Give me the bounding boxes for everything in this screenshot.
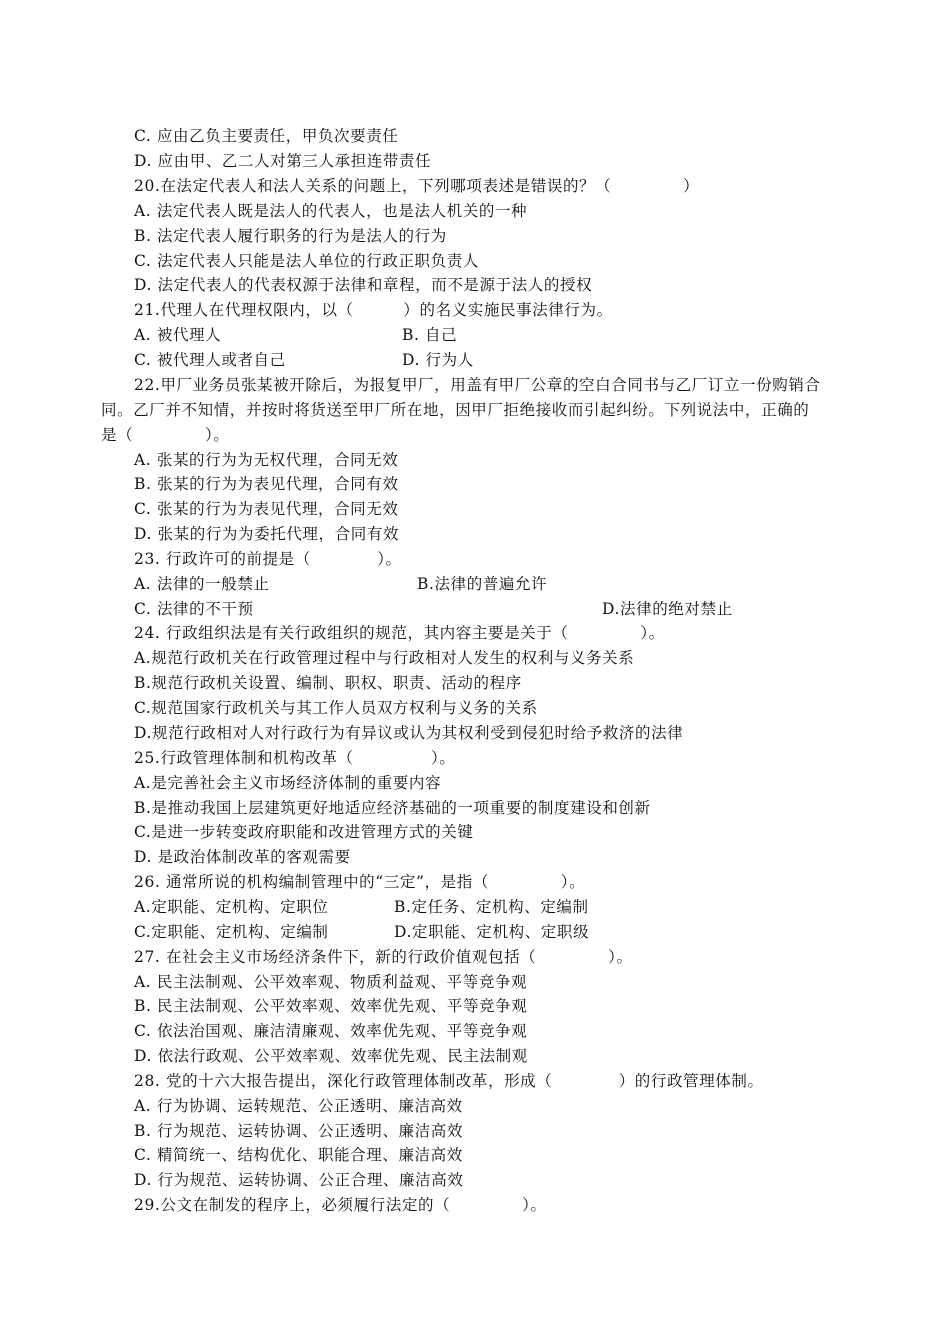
option-22-c: C. 张某的行为为表见代理，合同无效 <box>134 500 399 518</box>
option-28-c: C. 精简统一、结构优化、职能合理、廉洁高效 <box>134 1146 463 1164</box>
option-22-b: B. 张某的行为为表见代理，合同有效 <box>134 475 399 493</box>
question-28: 28. 党的十六大报告提出，深化行政管理体制改革，形成（ ）的行政管理体制。 <box>134 1072 764 1090</box>
option-23-d: D.法律的绝对禁止 <box>602 600 733 618</box>
option-27-a: A. 民主法制观、公平效率观、物质利益观、平等竞争观 <box>134 973 528 991</box>
option-23-b: B.法律的普遍允许 <box>417 575 548 593</box>
option-28-d: D. 行为规范、运转协调、公正合理、廉洁高效 <box>134 1171 464 1189</box>
option-28-b: B. 行为规范、运转协调、公正透明、廉洁高效 <box>134 1122 463 1140</box>
option-25-a: A.是完善社会主义市场经济体制的重要内容 <box>134 774 442 792</box>
option-19-c: C. 应由乙负主要责任，甲负次要责任 <box>134 127 399 145</box>
option-19-d: D. 应由甲、乙二人对第三人承担连带责任 <box>134 152 432 170</box>
option-24-d: D.规范行政相对人对行政行为有异议或认为其权利受到侵犯时给予救济的法律 <box>134 724 684 742</box>
option-24-c: C.规范国家行政机关与其工作人员双方权利与义务的关系 <box>134 699 538 717</box>
question-22-line-2: 同。乙厂并不知情，并按时将货送至甲厂所在地，因甲厂拒绝接收而引起纠纷。下列说法中，正确的 <box>101 401 810 419</box>
option-26-d: D.定职能、定机构、定职级 <box>394 923 590 941</box>
question-24: 24. 行政组织法是有关行政组织的规范，其内容主要是关于（ ）。 <box>134 624 665 642</box>
option-23-c: C. 法律的不干预 <box>134 600 254 618</box>
option-27-b: B. 民主法制观、公平效率观、效率优先观、平等竞争观 <box>134 997 528 1015</box>
option-20-d: D. 法定代表人的代表权源于法律和章程，而不是源于法人的授权 <box>134 276 593 294</box>
question-27: 27. 在社会主义市场经济条件下，新的行政价值观包括（ ）。 <box>134 948 633 966</box>
question-26: 26. 通常所说的机构编制管理中的“三定”，是指（ ）。 <box>134 873 586 891</box>
question-22-line-3: 是（ ）。 <box>101 426 230 444</box>
option-28-a: A. 行为协调、运转规范、公正透明、廉洁高效 <box>134 1097 463 1115</box>
question-21: 21.代理人在代理权限内，以（ ）的名义实施民事法律行为。 <box>134 301 613 319</box>
option-22-a: A. 张某的行为为无权代理，合同无效 <box>134 451 399 469</box>
option-20-b: B. 法定代表人履行职务的行为是法人的行为 <box>134 227 447 245</box>
question-25: 25.行政管理体制和机构改革（ ）。 <box>134 749 456 767</box>
option-25-d: D. 是政治体制改革的客观需要 <box>134 848 351 866</box>
question-22-line-1: 22.甲厂业务员张某被开除后，为报复甲厂，用盖有甲厂公章的空白合同书与乙厂订立一份购销合 <box>134 376 821 394</box>
option-21-b: B. 自己 <box>402 326 458 344</box>
option-24-b: B.规范行政机关设置、编制、职权、职责、活动的程序 <box>134 674 522 692</box>
option-27-c: C. 依法治国观、廉洁清廉观、效率优先观、平等竞争观 <box>134 1022 528 1040</box>
option-24-a: A.规范行政机关在行政管理过程中与行政相对人发生的权利与义务关系 <box>134 649 635 667</box>
option-20-a: A. 法定代表人既是法人的代表人，也是法人机关的一种 <box>134 202 528 220</box>
option-26-b: B.定任务、定机构、定编制 <box>394 898 589 916</box>
option-27-d: D. 依法行政观、公平效率观、效率优先观、民主法制观 <box>134 1047 528 1065</box>
option-26-c: C.定职能、定机构、定编制 <box>134 923 329 941</box>
question-29: 29.公文在制发的程序上，必须履行法定的（ ）。 <box>134 1196 547 1214</box>
option-26-a: A.定职能、定机构、定职位 <box>134 898 329 916</box>
question-23: 23. 行政许可的前提是（ ）。 <box>134 550 402 568</box>
option-21-d: D. 行为人 <box>402 351 474 369</box>
option-23-a: A. 法律的一般禁止 <box>134 575 270 593</box>
option-20-c: C. 法定代表人只能是法人单位的行政正职负责人 <box>134 252 479 270</box>
option-21-a: A. 被代理人 <box>134 326 222 344</box>
question-20: 20.在法定代表人和法人关系的问题上，下列哪项表述是错误的？（ ） <box>134 177 700 195</box>
option-22-d: D. 张某的行为为委托代理，合同有效 <box>134 525 400 543</box>
option-25-b: B.是推动我国上层建筑更好地适应经济基础的一项重要的制度建设和创新 <box>134 799 651 817</box>
option-21-c: C. 被代理人或者自己 <box>134 351 286 369</box>
option-25-c: C.是进一步转变政府职能和改进管理方式的关键 <box>134 823 474 841</box>
